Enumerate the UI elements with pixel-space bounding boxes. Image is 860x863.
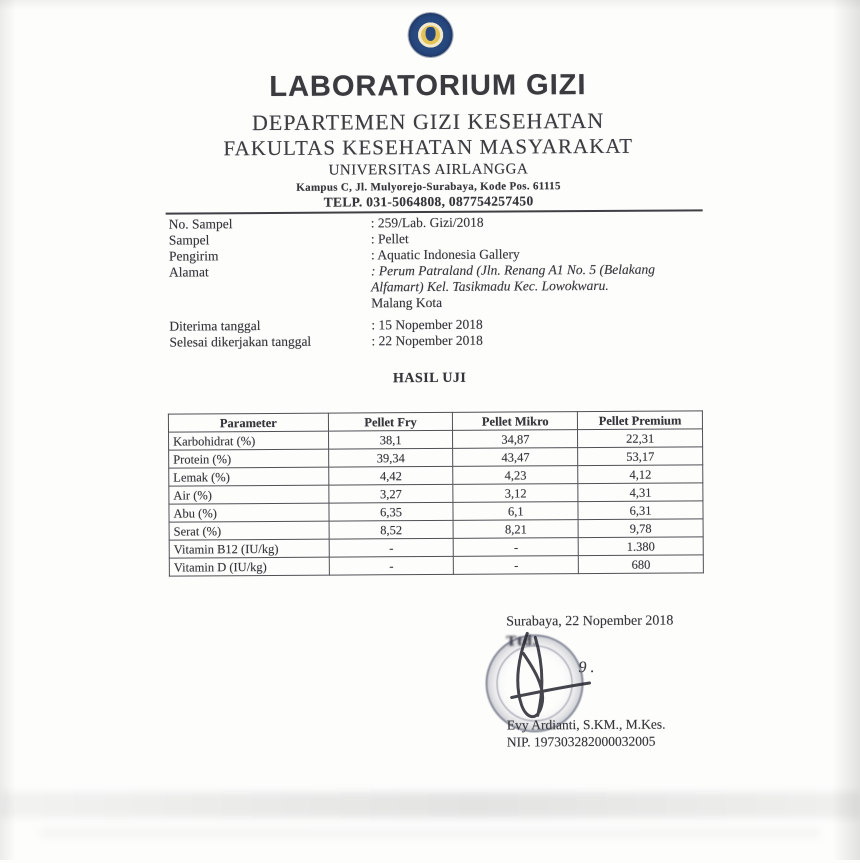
cell-value: 4,12 (578, 465, 703, 484)
col-header-pellet-fry: Pellet Fry (328, 412, 453, 431)
cell-value: 53,17 (578, 447, 703, 466)
col-header-parameter: Parameter (168, 413, 328, 432)
cell-parameter: Protein (%) (169, 449, 329, 468)
university-seal-logo (408, 13, 452, 57)
department-title: DEPARTEMEN GIZI KESEHATAN (251, 107, 605, 136)
cell-value: 4,42 (328, 466, 453, 485)
cell-value: 34,87 (453, 430, 578, 449)
signature-place-date: Surabaya, 22 Nopember 2018 (506, 613, 674, 630)
cell-value: 680 (578, 555, 703, 574)
detail-label: Selesai dikerjakan tanggal (169, 333, 312, 350)
section-title-hasil-uji: HASIL UJI (392, 370, 467, 387)
campus-address: Kampus C, Jl. Mulyorejo-Surabaya, Kode Pos. 61115 (296, 180, 561, 194)
cell-parameter: Serat (%) (169, 521, 329, 540)
detail-row-alamat (169, 261, 714, 312)
detail-value: : 22 Nopember 2018 (371, 332, 483, 349)
cell-value: 4,23 (453, 466, 578, 485)
cell-value: - (329, 538, 454, 557)
alamat-line-1: : Perum Patraland (Jln. Renang A1 No. 5 (Belakang (370, 261, 656, 279)
cell-parameter: Karbohidrat (%) (169, 431, 329, 450)
cell-parameter: Abu (%) (169, 503, 329, 522)
signer-nip: NIP. 197303282000032005 (506, 733, 656, 750)
lab-title: LABORATORIUM GIZI (269, 69, 587, 103)
table-row (169, 555, 703, 576)
cell-value: 6,35 (329, 502, 454, 521)
cell-parameter: Vitamin D (IU/kg) (169, 557, 329, 576)
cell-parameter: Lemak (%) (169, 467, 329, 486)
detail-value: : Pellet (370, 231, 409, 247)
cell-value: 39,34 (328, 448, 453, 467)
handwritten-note: 9 . (578, 659, 595, 677)
cell-value: 9,78 (578, 519, 703, 538)
cell-value: 38,1 (328, 430, 453, 449)
cell-value: 6,1 (453, 502, 578, 521)
detail-value: : 259/Lab. Gizi/2018 (370, 214, 484, 231)
cell-value: 8,52 (329, 520, 454, 539)
cell-value: - (454, 556, 579, 575)
faculty-title: FAKULTAS KESEHATAN MASYARAKAT (223, 133, 634, 161)
cell-value: 22,31 (578, 429, 703, 448)
detail-label: Diterima tanggal (169, 318, 261, 334)
col-header-pellet-mikro: Pellet Mikro (453, 412, 578, 431)
col-header-pellet-premium: Pellet Premium (578, 411, 703, 430)
detail-row-selesai (169, 331, 714, 350)
detail-label: Pengirim (168, 248, 219, 264)
cell-value: 8,21 (454, 520, 579, 539)
results-table (168, 410, 704, 576)
university-name: UNIVERSITAS AIRLANGGA (328, 161, 529, 179)
cell-value: 4,31 (578, 483, 703, 502)
cell-value: 43,47 (453, 448, 578, 467)
detail-value: : 15 Nopember 2018 (371, 316, 483, 333)
cell-parameter: Vitamin B12 (IU/kg) (169, 539, 329, 558)
signer-name: Evy Ardianti, S.KM., M.Kes. (506, 716, 666, 733)
phone-line: TELP. 031-5064808, 087754257450 (323, 193, 534, 210)
signature-label: Ttd. (506, 633, 538, 650)
detail-value: : Aquatic Indonesia Gallery (370, 246, 520, 263)
detail-value (371, 261, 714, 311)
alamat-line-2: Alfamart) Kel. Tasikmadu Kec. Lowokwaru. (371, 277, 609, 295)
sample-details (169, 213, 715, 350)
alamat-line-3: Malang Kota (371, 294, 443, 311)
detail-label: No. Sampel (168, 216, 233, 232)
detail-label: Alamat (168, 264, 209, 280)
cell-value: 6,31 (578, 501, 703, 520)
cell-parameter: Air (%) (169, 485, 329, 504)
cell-value: - (329, 556, 454, 575)
cell-value: - (454, 538, 579, 557)
cell-value: 3,12 (453, 484, 578, 503)
detail-label: Sampel (168, 232, 210, 248)
cell-value: 1.380 (578, 537, 703, 556)
cell-value: 3,27 (329, 484, 454, 503)
